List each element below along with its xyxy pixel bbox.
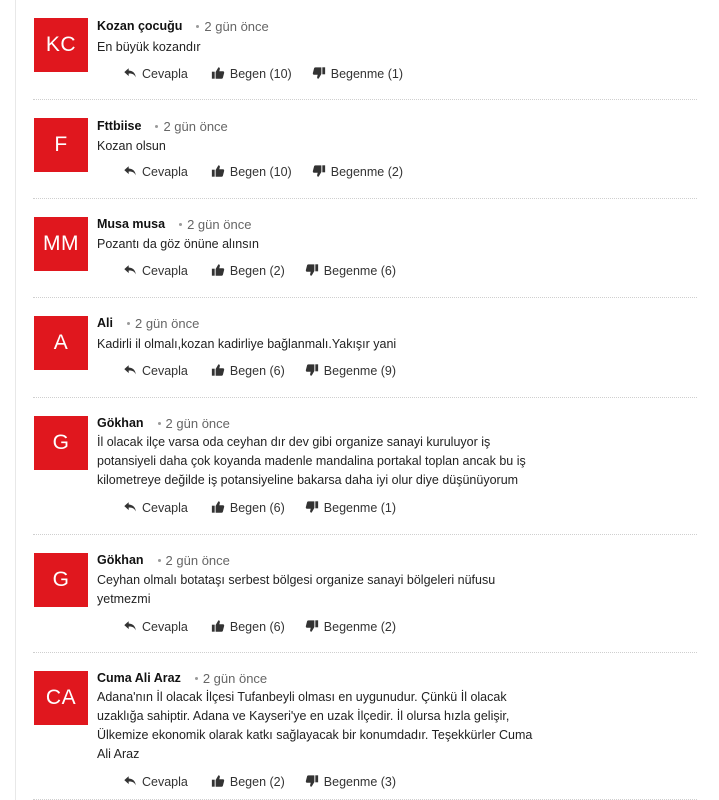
timestamp: 2 gün önce — [202, 670, 268, 686]
reply-arrow-icon — [123, 774, 142, 791]
dislike-button[interactable] — [305, 619, 396, 636]
thumbs-up-icon — [211, 363, 230, 380]
thumbs-down-icon — [305, 774, 324, 791]
thumbs-up-icon — [211, 619, 230, 636]
thumbs-down-icon — [305, 263, 324, 280]
reply-arrow-icon — [123, 66, 142, 83]
dislike-label: Begenme (9) — [323, 364, 397, 378]
comment-header — [97, 118, 228, 134]
thumbs-down-icon — [312, 164, 331, 181]
author-name[interactable]: Fttbiise — [97, 119, 142, 133]
comment-actions — [123, 499, 396, 517]
reply-arrow-icon — [123, 500, 142, 517]
thumbs-down-icon — [312, 66, 331, 83]
dislike-button[interactable] — [305, 500, 396, 517]
dislike-button[interactable] — [305, 263, 396, 280]
author-name[interactable]: Gökhan — [97, 416, 144, 430]
reply-arrow-icon — [123, 619, 142, 636]
comment-item — [33, 199, 697, 298]
comment-text-line: potansiyeli daha çok koyanda madenle mandalina portakal toplan ancak bu iş — [97, 454, 526, 468]
comment-text-line: uzaklığa sahiptir. Adana ve Kayseri'ye en uzak İlçedir. İl olursa hızla gelişir, — [97, 709, 510, 723]
thumbs-up-icon — [211, 66, 230, 83]
reply-label: Cevapla — [142, 67, 188, 81]
comment-header — [97, 18, 269, 34]
avatar: G — [34, 416, 88, 470]
thumbs-up-icon — [211, 500, 230, 517]
dislike-label: Begenme (6) — [323, 264, 397, 278]
comment-text-line: Ali Araz — [97, 747, 140, 761]
comment-actions — [123, 362, 396, 380]
comment-header — [97, 670, 267, 686]
timestamp: 2 gün önce — [187, 216, 252, 232]
avatar: KC — [34, 18, 88, 72]
comment-body — [97, 235, 547, 254]
author-name[interactable]: Cuma Ali Araz — [97, 671, 181, 685]
avatar: CA — [34, 671, 88, 725]
like-label: Begen (10) — [229, 165, 292, 179]
comment-item — [33, 398, 697, 535]
avatar: F — [34, 118, 88, 172]
like-label: Begen (6) — [229, 501, 285, 515]
like-label: Begen (6) — [229, 364, 285, 378]
comment-text-line: Adana'nın İl olacak İlçesi Tufanbeyli olması en uygunudur. Çünkü İl olacak — [97, 690, 507, 704]
dislike-button[interactable] — [312, 66, 403, 83]
reply-label: Cevapla — [142, 775, 188, 789]
reply-arrow-icon — [123, 164, 142, 181]
separator-dot — [196, 25, 199, 28]
like-button[interactable] — [211, 263, 285, 280]
comment-actions — [123, 773, 396, 791]
like-label: Begen (2) — [229, 775, 285, 789]
reply-button[interactable] — [123, 774, 188, 791]
thumbs-down-icon — [305, 619, 324, 636]
thumbs-down-icon — [305, 500, 324, 517]
separator-dot — [155, 125, 158, 128]
avatar: MM — [34, 217, 88, 271]
comment-actions — [123, 618, 396, 636]
timestamp: 2 gün önce — [165, 552, 230, 568]
comment-actions — [123, 163, 403, 181]
thumbs-up-icon — [211, 164, 230, 181]
timestamp: 2 gün önce — [163, 118, 228, 134]
comment-text-line: Kadirli il olmalı,kozan kadirliye bağlanmalı.Yakışır yani — [97, 337, 397, 351]
timestamp: 2 gün önce — [134, 315, 200, 331]
comment-body — [97, 137, 547, 156]
like-button[interactable] — [211, 164, 292, 181]
comment-text-line: En büyük kozandır — [97, 40, 201, 54]
reply-label: Cevapla — [142, 501, 188, 515]
reply-button[interactable] — [123, 619, 188, 636]
reply-label: Cevapla — [142, 364, 188, 378]
like-button[interactable] — [211, 774, 285, 791]
dislike-label: Begenme (2) — [323, 620, 397, 634]
author-name[interactable]: Ali — [97, 316, 113, 330]
like-button[interactable] — [211, 500, 285, 517]
reply-label: Cevapla — [142, 620, 188, 634]
comment-text-line: Pozantı da göz önüne alınsın — [97, 237, 259, 251]
reply-button[interactable] — [123, 164, 188, 181]
comment-item — [33, 535, 697, 653]
separator-dot — [127, 322, 130, 325]
comment-item — [33, 653, 697, 800]
author-name[interactable]: Gökhan — [97, 553, 144, 567]
comment-actions — [123, 65, 403, 83]
comment-list — [33, 0, 697, 800]
comment-item — [33, 0, 697, 100]
separator-dot — [158, 422, 161, 425]
author-name[interactable]: Kozan çocuğu — [97, 19, 183, 33]
comment-text-line: Ülkemize ekonomik olarak katkı sağlayacak bir konumdadır. Teşekkürler Cuma — [97, 728, 533, 742]
comment-header — [97, 315, 199, 331]
comment-item — [33, 298, 697, 398]
comment-body — [97, 571, 547, 609]
dislike-label: Begenme (1) — [323, 501, 397, 515]
separator-dot — [195, 677, 198, 680]
reply-button[interactable] — [123, 263, 188, 280]
comment-body — [97, 433, 547, 490]
comment-text-line: kilometreye değilde iş potansiyeline bakarsa daha iyi olur diye düşünüyorum — [97, 473, 519, 487]
like-button[interactable] — [211, 363, 285, 380]
timestamp: 2 gün önce — [165, 415, 230, 431]
reply-button[interactable] — [123, 66, 188, 83]
like-label: Begen (2) — [229, 264, 285, 278]
comment-body — [97, 688, 547, 764]
dislike-label: Begenme (1) — [330, 67, 403, 81]
comment-text-line: yetmezmi — [97, 592, 151, 606]
dislike-button[interactable] — [312, 164, 403, 181]
dislike-button[interactable] — [305, 774, 396, 791]
comment-header — [97, 415, 230, 431]
like-button[interactable] — [211, 619, 285, 636]
avatar: G — [34, 553, 88, 607]
dislike-label: Begenme (3) — [323, 775, 397, 789]
timestamp: 2 gün önce — [204, 18, 269, 34]
thumbs-up-icon — [211, 263, 230, 280]
comment-body — [97, 335, 547, 354]
author-name[interactable]: Musa musa — [97, 217, 166, 231]
comment-item — [33, 100, 697, 199]
reply-label: Cevapla — [142, 264, 188, 278]
separator-dot — [158, 559, 161, 562]
thumbs-up-icon — [211, 774, 230, 791]
like-label: Begen (6) — [229, 620, 285, 634]
left-border — [15, 0, 16, 800]
avatar: A — [34, 316, 88, 370]
comment-header — [97, 216, 251, 232]
comment-text-line: Ceyhan olmalı botataşı serbest bölgesi organize sanayi bölgeleri nüfusu — [97, 573, 496, 587]
comment-body — [97, 38, 547, 57]
reply-arrow-icon — [123, 363, 142, 380]
thumbs-down-icon — [305, 363, 324, 380]
comment-text-line: İl olacak ilçe varsa oda ceyhan dır dev gibi organize sanayi kuruluyor iş — [97, 435, 491, 449]
reply-arrow-icon — [123, 263, 142, 280]
comment-actions — [123, 262, 396, 280]
comment-text-line: Kozan olsun — [97, 139, 166, 153]
dislike-label: Begenme (2) — [330, 165, 403, 179]
separator-dot — [179, 223, 182, 226]
reply-label: Cevapla — [142, 165, 188, 179]
reply-button[interactable] — [123, 500, 188, 517]
comment-header — [97, 552, 230, 568]
like-label: Begen (10) — [229, 67, 292, 81]
dislike-button[interactable] — [305, 363, 396, 380]
reply-button[interactable] — [123, 363, 188, 380]
like-button[interactable] — [211, 66, 292, 83]
